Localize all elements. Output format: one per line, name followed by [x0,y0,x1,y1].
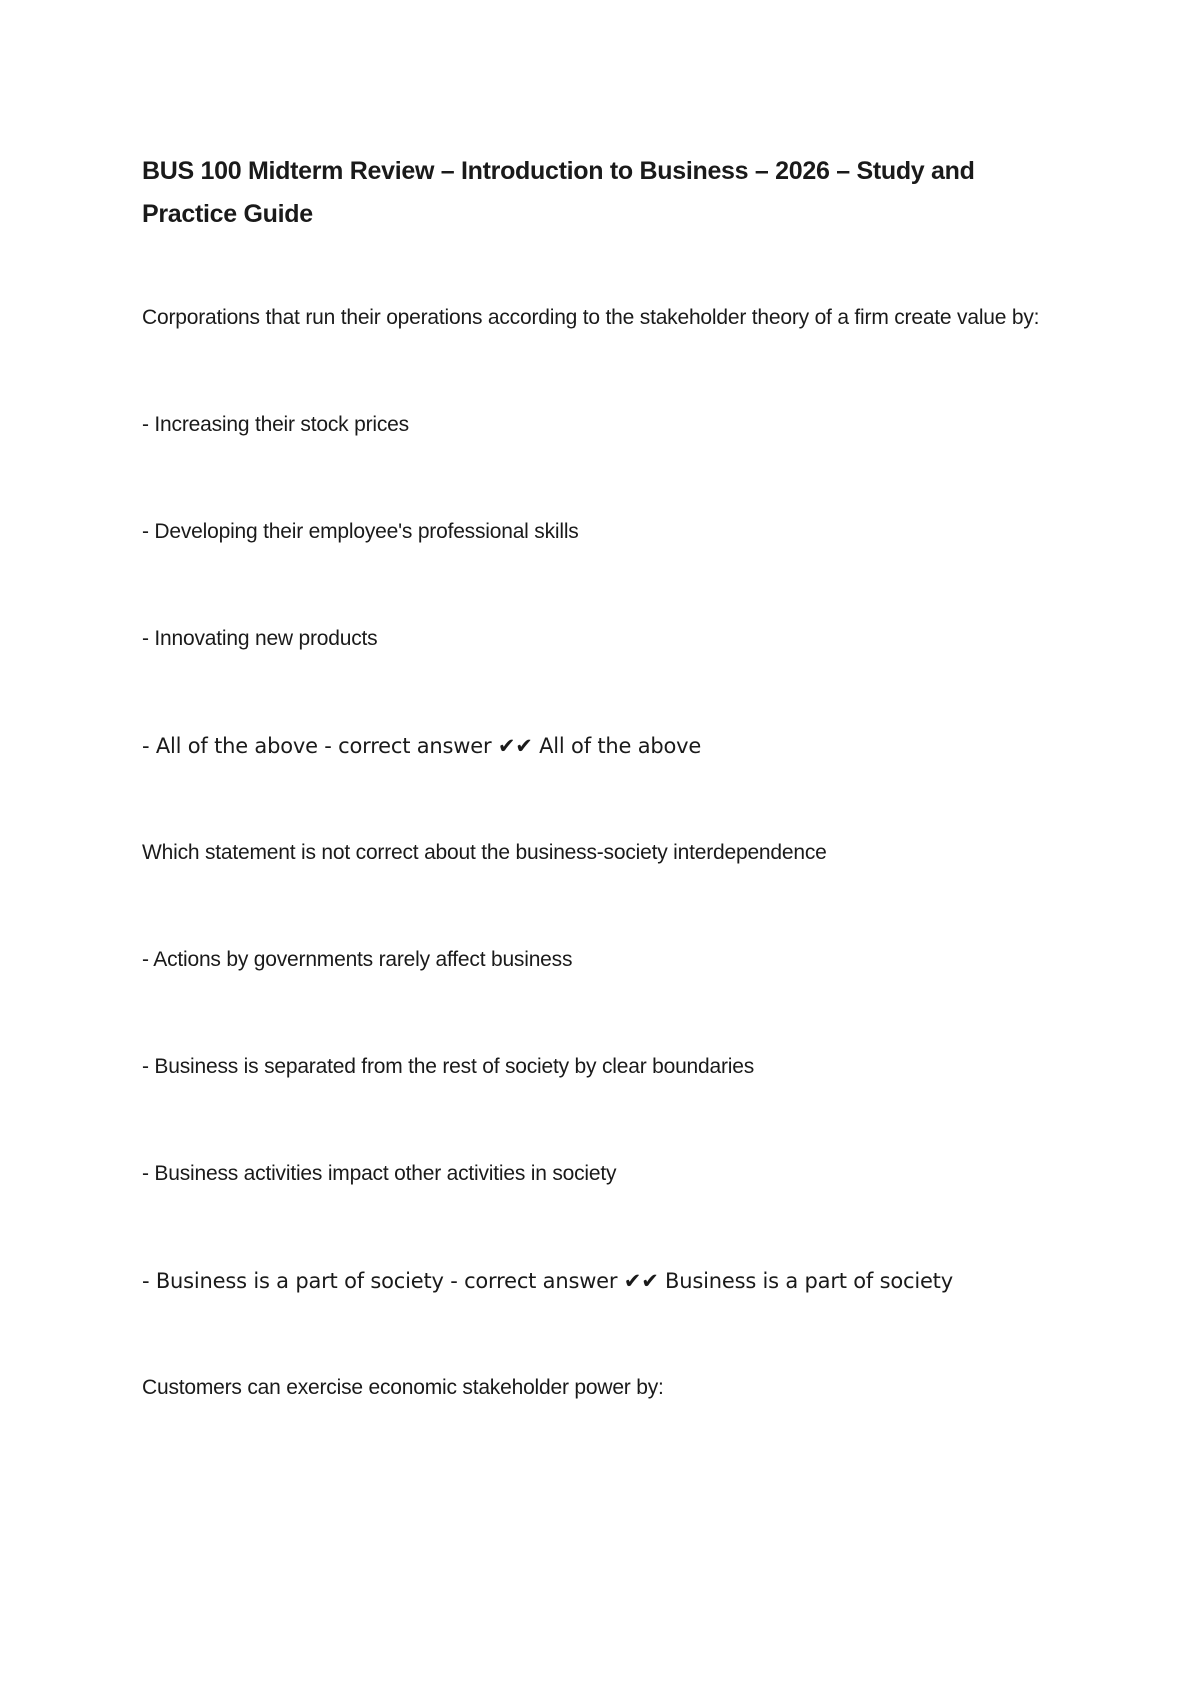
question-prompt: Corporations that run their operations according to the stakeholder theory of a firm create value by: [142,306,1040,329]
correct-answer-option: - Business is a part of society - correct answer ✔✔ Business is a part of society [142,1269,953,1293]
answer-option: - Developing their employee's professional skills [142,520,579,543]
answer-option: - Increasing their stock prices [142,413,409,436]
question-prompt: Customers can exercise economic stakeholder power by: [142,1376,664,1399]
document-title: BUS 100 Midterm Review – Introduction to Business – 2026 – Study and Practice Guide [142,157,975,228]
document-content [142,150,1062,1406]
answer-option: - Business is separated from the rest of society by clear boundaries [142,1055,755,1078]
answer-option: - Business activities impact other activities in society [142,1162,617,1185]
answer-option: - Innovating new products [142,627,378,650]
question-prompt: Which statement is not correct about the business-society interdependence [142,841,827,864]
correct-answer-option: - All of the above - correct answer ✔✔ All of the above [142,734,702,758]
answer-option: - Actions by governments rarely affect business [142,948,573,971]
